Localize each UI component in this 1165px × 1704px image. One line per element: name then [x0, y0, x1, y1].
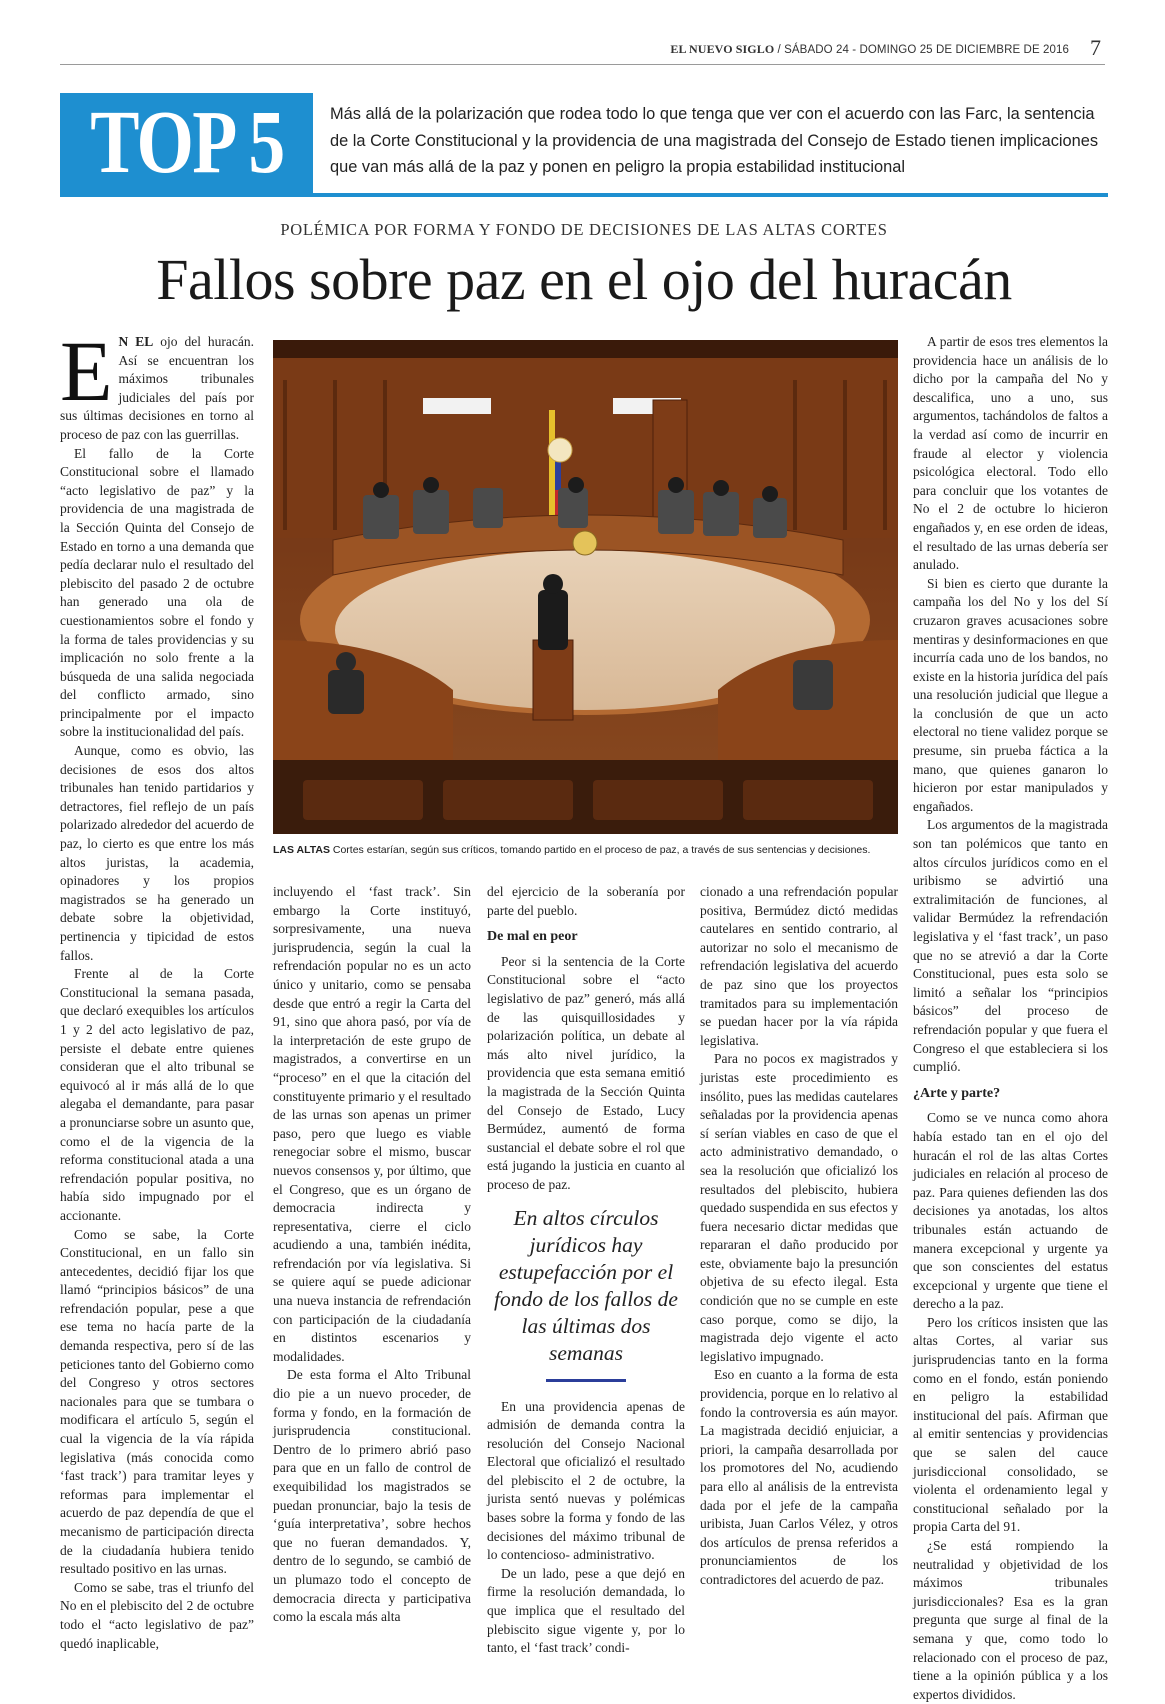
article-column-5 — [913, 333, 1108, 1704]
page-number: 7 — [1090, 35, 1101, 60]
header-meta — [670, 42, 1069, 57]
courtroom-photo — [273, 340, 898, 834]
paragraph: Para no pocos ex magistrados y juristas este procedimiento es insólito, pues las medidas cautelares señaladas por la providencia apenas sí serían viables en caso de que el acto administrativo demandado, o sea la resolución que oficializó los resultados del plebiscito, hubiera quedado suspendida en sus efectos y fuera necesario dictar medidas que repararan el daño producido por este, obviamente bajo la presunción objetiva de su efecto ilegal. Esta condición que no se cumple en este caso porque, como se dijo, la magistrada dejo vigente el acto legislativo impugnado. — [700, 1051, 898, 1364]
paragraph: De esta forma el Alto Tribunal dio pie a un nuevo proceder, de forma y fondo, en la formación de jurisprudencia constitucional. Dentro de lo primero abrió paso para que en un fallo de control de exequibilidad los magistrados se puedan pronunciar, bajo la tesis de ‘guía interpretativa’, sobre hechos que no fueran demandados. Y, dentro de lo segundo, se cambió de un plumazo todo el concepto de democracia directa y participativa como la escala más alta — [273, 1367, 471, 1625]
photo-caption — [273, 843, 898, 857]
paragraph: Aunque, como es obvio, las decisiones de esos dos altos tribunales han tenido partidarios y detractores, fiel reflejo de un país polarizado alrededor del acuerdo de paz, lo cierto es que entre los más altos juristas, la academia, opinadores y los propios magistrados se ha generado un debate sobre la objetividad, pertinencia y tipicidad de estos fallos. — [60, 743, 254, 963]
paragraph: ¿Se está rompiendo la neutralidad y objetividad de los máximos tribunales jurisdiccionales? Esa es la gran pregunta que surge al final de la semana y que, como todo lo relacionado con el proceso de paz, tiene a la opinión pública y a los expertos divididos. — [913, 1538, 1108, 1702]
paragraph: De un lado, pese a que dejó en firme la resolución demandada, lo que implica que el resultado del plebiscito sigue vigente y, por lo tanto, el ‘fast track’ condi- — [487, 1565, 685, 1656]
paragraph: Como se sabe, tras el triunfo del No en el plebiscito del 2 de octubre todo el “acto legislativo de paz” quedó inaplicable, — [60, 1579, 254, 1651]
subheading: ¿Arte y parte? — [913, 1085, 1001, 1101]
paragraph: En una providencia apenas de admisión de demanda contra la resolución del Consejo Nacional Electoral que oficializó el resultado del plebiscito el 2 de octubre, la jurista sentó nuevas y polémicas bases sobre la forma y fondo de las decisiones del máximo tribunal de lo contencioso- administrativo. — [487, 1398, 685, 1563]
paragraph: incluyendo el ‘fast track’. Sin embargo la Corte instituyó, sorpresivamente, una nueva jurisprudencia, según la cual la refrendación popular no es un acto único y unitario, como se pensaba desde que entró a regir la Carta del 91, sino que ahora pasó, por vía de la interpretación de este grupo de magistrados, a convertirse en un “proceso” en el que la citación del constituyente primario y el resultado de las urnas son apenas un primer paso, pero que luego es viable renegociar sobre el mismo, buscar nuevos consensos y, por último, que el Congreso, que es un órgano de democracia indirecta y representativa, cierre el ciclo acudiendo a una, también inédita, refrendación por vía legislativa. Si se quiere aquí se puede adicionar una nueva instancia de refrendación con participación de la ciudadanía en distintos escenarios y modalidades. — [273, 884, 471, 1364]
issue-date: / SÁBADO 24 - DOMINGO 25 DE DICIEMBRE DE 2016 — [777, 44, 1069, 56]
paragraph: cionado a una refrendación popular positiva, Bermúdez dictó medidas cautelares en sentido contrario, al autorizar no solo el mecanismo de refrendación legislativa del acuerdo de paz sino que los proyectos tramitados para su implementación se puedan hacer por la vía rápida legislativa. — [700, 884, 898, 1048]
article-column-4 — [700, 883, 898, 1590]
paragraph: Peor si la sentencia de la Corte Constitucional sobre el “acto legislativo de paz” generó, más allá de las quisquillosidades y polarización política, un debate al más alto nivel jurídico, la providencia que esta semana emitió la magistrada de la Sección Quinta del Consejo de Estado, Lucy Bermúdez, aumentó de forma sustancial el debate sobre el rol que está jugando la justicia en cuanto al proceso de paz. — [487, 953, 685, 1192]
pull-quote: En altos círculos jurídicos hay estupefacción por el fondo de los fallos de las últimas dos semanas — [494, 1205, 678, 1365]
caption-text: Cortes estarían, según sus críticos, tomando partido en el proceso de paz, a través de sus sentencias y decisiones. — [329, 844, 871, 856]
paragraph: Eso en cuanto a la forma de esta providencia, porque en lo relativo al fondo la controversia es aún mayor. La magistrada decidió enjuiciar, a priori, la campaña desarrollada por los promotores del No, acudiendo para ello al análisis de la entrevista dada por el jefe de la campaña uribista, Juan Carlos Vélez, y otros dos artículos de prensa referidos a pronunciamientos de los contradictores del acuerdo de paz. — [700, 1367, 898, 1587]
kicker: POLÉMICA POR FORMA Y FONDO DE DECISIONES DE LAS ALTAS CORTES — [280, 220, 888, 239]
article-column-2 — [273, 883, 471, 1627]
paragraph: Si bien es cierto que durante la campaña los del No y los del Sí cruzaron graves acusaciones sobre mentiras y desinformaciones en que incurría cada uno de los bandos, no existe en la historia jurídica del país una resolución judicial que llegue a la conclusión de que un acto electoral no tiene validez porque se presume, sin prueba fáctica a la mano, que quienes ganaron lo hicieron por estar manipulados y engañados. — [913, 575, 1108, 814]
page-header — [60, 36, 1105, 65]
newspaper-name: EL NUEVO SIGLO — [670, 42, 775, 56]
drop-cap: E — [60, 323, 113, 419]
paragraph: Los argumentos de la magistrada son tan polémicos que tanto en altos círculos jurídicos como en el uribismo se advirtió una extralimitación de funciones, al validar Bermúdez la refrendación legislativa y el ‘fast track’, un paso que no se atrevió a dar la Corte Constitucional, pues esta solo se limitó a señalar los “principios básicos” del proceso de refrendación popular y que fuera el Congreso el que estableciera si los cumplió. — [913, 817, 1108, 1075]
paragraph: Como se ve nunca como ahora había estado tan en el ojo del huracán el rol de las altas Cortes judiciales en relación al proceso de paz. Para quienes defienden las dos decisiones ya anotadas, los altos tribunales están actuando de manera excepcional y urgente ya que son conscientes del estatus excepcional y urgente que tiene el derecho a la paz. — [913, 1110, 1108, 1312]
caption-lead: LAS ALTAS — [273, 844, 330, 856]
pull-quote-rule — [546, 1379, 626, 1382]
article-column-1 — [60, 323, 255, 1653]
paragraph: El fallo de la Corte Constitucional sobre el llamado “acto legislativo de paz” y la providencia de una magistrada de la Sección Quinta del Consejo de Estado en torno a una demanda que pedía declarar nulo el resultado del plebiscito del pasado 2 de octubre han generado una ola de cuestionamientos sobre el fondo y la forma de tales providencias y su implicación no solo frente a la búsqueda de una salida negociada del conflicto armado, sino principalmente por el impacto sobre la institucionalidad del país. — [60, 445, 254, 740]
lead-paragraph: E N EL ojo del huracán. Así se encuentran los máximos tribunales judiciales del país por sus últimas decisiones en torno al proceso de paz con las guerrillas. — [60, 323, 255, 442]
divider-rule — [60, 193, 1108, 197]
paragraph: A partir de esos tres elementos la providencia hace un análisis de lo dicho por la campaña del No y descalifica, uno a uno, sus argumentos, tachándolos de faltos a la verdad así como de incurrir en fraude al elector y violencia psicológica electoral. Todo ello para concluir que los votantes de No el 2 de octubre lo hicieron engañados y, en ese orden de ideas, el resultado de las urnas debería ser anulado. — [913, 334, 1108, 573]
paragraph: Como se sabe, la Corte Constitucional, en un fallo sin antecedentes, decidió fijar los que llamó “principios básicos” de una refrendación popular, pese a que ese tema no hacía parte de la demanda respectiva, pero sí de las peticiones tanto del Gobierno como del Congreso y otros sectores nacionales para que se tumbara o modificara el artículo 5, según el cual la vigencia de la vía rápida legislativa (más conocida como ‘fast track’) para tramitar leyes y reformas para implementar el acuerdo de paz dependía de que el mecanismo de participación directa de la ciudadanía hubiera tenido resultado positivo en las urnas. — [60, 1226, 254, 1577]
paragraph: Pero los críticos insisten que las altas Cortes, al variar sus jurisprudencias tanto en la forma como en el fondo, están poniendo en peligro la estabilidad institucional del país. Afirman que al emitir sentencias y providencias que se salen del cauce jurisdiccional consolidado, se violenta el ordenamiento legal y constitucional señalado por la propia Carta del 91. — [913, 1314, 1108, 1535]
top5-badge: TOP 5 — [60, 93, 313, 193]
article-column-3 — [487, 883, 685, 1658]
paragraph: Frente al de la Corte Constitucional la semana pasada, que declaró exequibles los artículos 1 y 2 del acto legislativo de paz, persiste el debate entre quienes consideran que el alto tribunal se equivocó al ir más allá de lo que alegaba el demandante, para pasar a pronunciarse sobre un asunto que, como el de la vigencia de la reforma constitucional atada a una refrendación popular positiva, no había sido impugnado por el accionante. — [60, 966, 254, 1223]
paragraph: del ejercicio de la soberanía por parte del pueblo. — [487, 884, 685, 918]
lead-in: N EL — [118, 334, 154, 349]
intro-text: Más allá de la polarización que rodea todo lo que tenga que ver con el acuerdo con las Farc, la sentencia de la Corte Constitucional y la providencia de una magistrada del Consejo de Estado tienen implicaciones que van más allá de la paz y ponen en peligro la propia estabilidad institucional — [330, 105, 1099, 176]
headline: Fallos sobre paz en el ojo del huracán — [156, 247, 1012, 312]
subheading: De mal en peor — [487, 929, 578, 945]
